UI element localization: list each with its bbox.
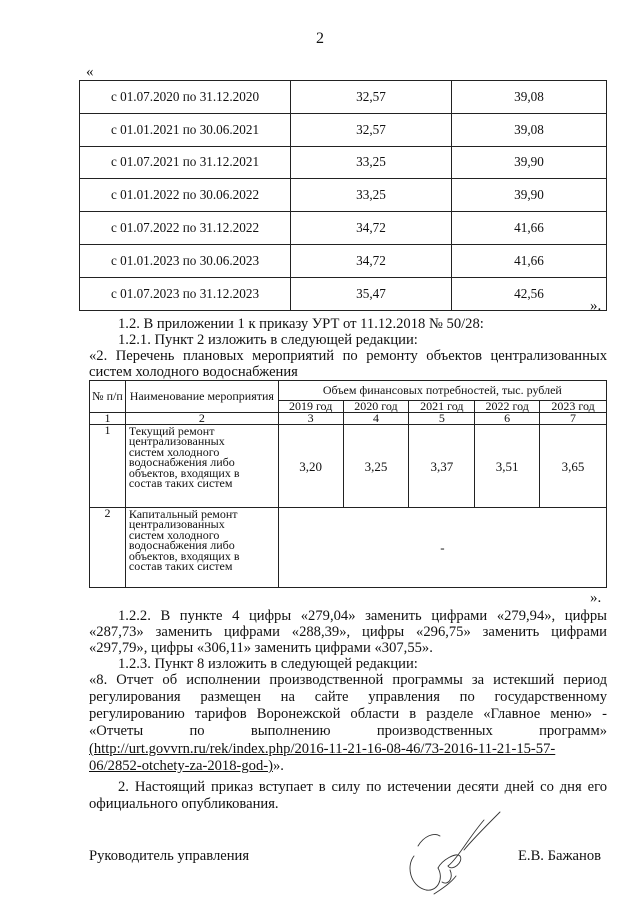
year-cell: 2023 год xyxy=(540,401,607,413)
col-number-cell: 6 xyxy=(475,413,540,425)
year-cell: 2019 год xyxy=(278,401,343,413)
period-cell: с 01.07.2021 по 31.12.2021 xyxy=(80,146,291,179)
value-1-cell: 34,72 xyxy=(291,244,452,277)
paragraph-1-2-2-line-2: «287,73» заменить цифрами «288,39», цифры «296,75» заменить цифрами xyxy=(89,624,607,640)
row1-value-2019: 3,20 xyxy=(278,425,343,508)
value-1-cell: 32,57 xyxy=(291,81,452,114)
paragraph-1-2-3: 1.2.3. Пункт 8 изложить в следующей редакции: xyxy=(118,656,418,672)
value-2-cell: 39,90 xyxy=(452,146,607,179)
col-number-cell: 1 xyxy=(90,413,126,425)
paragraph-8-line-2: регулирования размещен на сайте управления по государственному xyxy=(89,689,607,705)
col-number-cell: 4 xyxy=(343,413,409,425)
value-2-cell: 39,90 xyxy=(452,179,607,212)
value-1-cell: 32,57 xyxy=(291,113,452,146)
paragraph-1-2: 1.2. В приложении 1 к приказу УРТ от 11.12.2018 № 50/28: xyxy=(118,316,484,332)
row2-name-line: Капитальный ремонт xyxy=(128,507,238,521)
row2-name xyxy=(125,508,278,588)
header-name: Наименование мероприятия xyxy=(125,381,278,413)
row2-name-line: объектов, входящих в xyxy=(128,548,240,563)
report-link-line-2-wrapper xyxy=(89,758,284,774)
header-volume: Объем финансовых потребностей, тыс. рублей xyxy=(278,381,606,401)
period-cell: с 01.07.2023 по 31.12.2023 xyxy=(80,277,291,310)
col-number-cell: 2 xyxy=(125,413,278,425)
paragraph-1-2-2-line-1: 1.2.2. В пункте 4 цифры «279,04» заменить цифрами «279,94», цифры xyxy=(118,608,607,624)
period-cell: с 01.01.2023 по 30.06.2023 xyxy=(80,244,291,277)
tariff-table xyxy=(79,80,607,311)
value-2-cell: 42,56 xyxy=(452,277,607,310)
row1-value-2023: 3,65 xyxy=(540,425,607,508)
row1-value-2021: 3,37 xyxy=(409,425,475,508)
row2-number: 2 xyxy=(90,508,126,588)
row2-name-line: систем холодного xyxy=(128,527,220,542)
col-number-cell: 7 xyxy=(540,413,607,425)
row1-name-line: объектов, входящих в xyxy=(128,465,240,480)
plan-title-line-2: систем холодного водоснабжения xyxy=(89,364,298,380)
report-link-line-2[interactable]: 06/2852-otchety-za-2018-god-) xyxy=(89,758,273,774)
report-link-line-1[interactable]: (http://urt.govvrn.ru/rek/index.php/2016-11-21-16-08-46/73-2016-11-21-15-57- xyxy=(89,741,556,757)
tariff-row xyxy=(80,81,607,114)
paragraph-final-line-1: 2. Настоящий приказ вступает в силу по истечении десяти дней со дня его xyxy=(118,779,607,795)
period-cell: с 01.01.2021 по 30.06.2021 xyxy=(80,113,291,146)
year-cell: 2021 год xyxy=(409,401,475,413)
paragraph-8-line-1: «8. Отчет об исполнении производственной программы за истекший период xyxy=(89,672,607,688)
row1-name-line: систем холодного xyxy=(128,444,220,459)
value-1-cell: 34,72 xyxy=(291,212,452,245)
value-1-cell: 33,25 xyxy=(291,179,452,212)
period-cell: с 01.01.2022 по 30.06.2022 xyxy=(80,179,291,212)
row1-value-2020: 3,25 xyxy=(343,425,409,508)
year-cell: 2020 год xyxy=(343,401,409,413)
signatory-position: Руководитель управления xyxy=(89,848,250,864)
table1-closing-quote: ». xyxy=(590,298,602,314)
page-number: 2 xyxy=(316,30,324,47)
paragraph-8-line-3: регулированию тарифов Воронежской области в разделе «Главное меню» - xyxy=(89,706,607,722)
value-1-cell: 33,25 xyxy=(291,146,452,179)
row1-value-2022: 3,51 xyxy=(475,425,540,508)
plan-title-line-1: «2. Перечень плановых мероприятий по ремонту объектов централизованных xyxy=(89,348,607,364)
value-1-cell: 35,47 xyxy=(291,277,452,310)
period-cell: с 01.07.2022 по 31.12.2022 xyxy=(80,212,291,245)
tariff-row xyxy=(80,113,607,146)
year-cell: 2022 год xyxy=(475,401,540,413)
tariff-row xyxy=(80,146,607,179)
row2-name-line: состав таких систем xyxy=(128,559,233,574)
opening-quote: « xyxy=(86,64,94,80)
row1-name-line: централизованных xyxy=(128,434,225,449)
table2-closing-quote: ». xyxy=(590,590,602,606)
period-cell: с 01.07.2020 по 31.12.2020 xyxy=(80,81,291,114)
paragraph-8-line-4: «Отчеты по выполнению производственных программ» xyxy=(89,723,607,739)
tariff-row xyxy=(80,244,607,277)
row1-name-line: Текущий ремонт xyxy=(128,424,215,438)
signatory-name: Е.В. Бажанов xyxy=(518,848,602,864)
handwritten-signature xyxy=(404,806,514,900)
plan-table xyxy=(89,380,607,588)
col-number-cell: 3 xyxy=(278,413,343,425)
row1-name-line: водоснабжения либо xyxy=(128,455,235,470)
value-2-cell: 41,66 xyxy=(452,212,607,245)
value-2-cell: 39,08 xyxy=(452,81,607,114)
col-number-cell: 5 xyxy=(409,413,475,425)
row2-value: - xyxy=(278,508,606,588)
tariff-row xyxy=(80,179,607,212)
value-2-cell: 39,08 xyxy=(452,113,607,146)
row2-name-line: водоснабжения либо xyxy=(128,538,235,553)
header-number: № п/п xyxy=(90,381,126,413)
paragraph-1-2-1: 1.2.1. Пункт 2 изложить в следующей редакции: xyxy=(118,332,418,348)
paragraph-1-2-2-line-3: «297,79», цифры «306,11» заменить цифрами «307,55». xyxy=(89,640,433,656)
row1-name xyxy=(125,425,278,508)
row1-number: 1 xyxy=(90,425,126,508)
row1-name-line: состав таких систем xyxy=(128,476,233,491)
tariff-row xyxy=(80,277,607,310)
value-2-cell: 41,66 xyxy=(452,244,607,277)
row2-name-line: централизованных xyxy=(128,517,225,532)
link-closing-quote: ». xyxy=(272,758,284,774)
tariff-row xyxy=(80,212,607,245)
paragraph-final-line-2: официального опубликования. xyxy=(89,796,279,812)
